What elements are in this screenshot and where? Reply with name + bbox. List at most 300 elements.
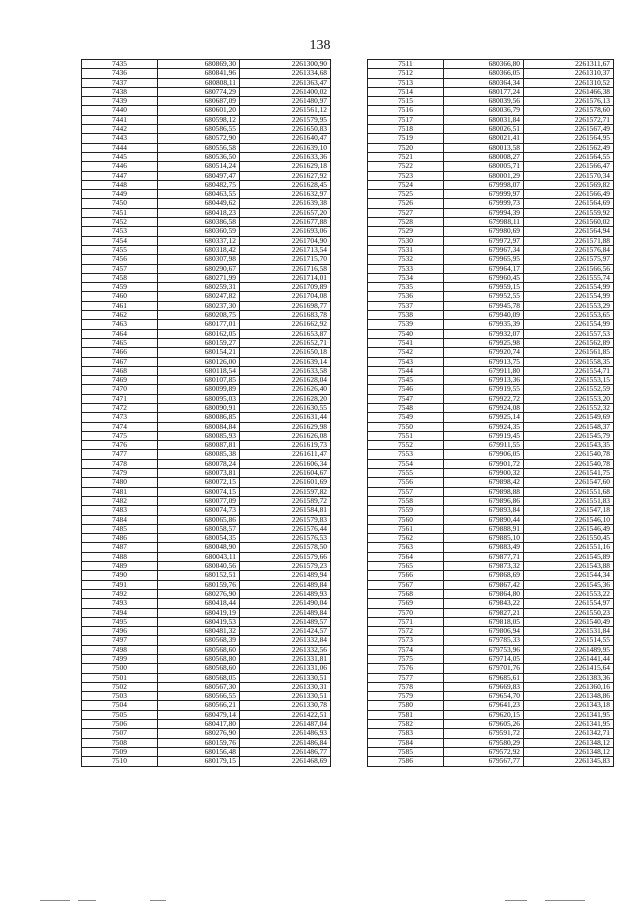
table-row	[368, 218, 614, 227]
y-coordinate-cell: 2261311,67	[524, 60, 614, 69]
table-row	[82, 580, 331, 589]
point-number-cell: 7533	[368, 264, 444, 273]
table-row	[368, 255, 614, 264]
table-row	[82, 162, 331, 171]
table-row	[82, 599, 331, 608]
point-number-cell: 7501	[82, 673, 158, 682]
table-row	[368, 543, 614, 552]
point-number-cell: 7457	[82, 264, 158, 273]
point-number-cell: 7535	[368, 283, 444, 292]
point-number-cell: 7539	[368, 320, 444, 329]
point-number-cell: 7502	[82, 682, 158, 691]
x-coordinate-cell: 679959,15	[444, 283, 524, 292]
x-coordinate-cell: 680337,12	[158, 236, 240, 245]
point-number-cell: 7579	[368, 692, 444, 701]
x-coordinate-cell: 680482,75	[158, 180, 240, 189]
point-number-cell: 7543	[368, 357, 444, 366]
x-coordinate-cell: 680463,55	[158, 190, 240, 199]
point-number-cell: 7507	[82, 729, 158, 738]
table-row	[368, 348, 614, 357]
table-row	[368, 636, 614, 645]
point-number-cell: 7553	[368, 450, 444, 459]
y-coordinate-cell: 2261650,18	[240, 348, 331, 357]
table-row	[368, 664, 614, 673]
x-coordinate-cell: 680077,09	[158, 496, 240, 505]
x-coordinate-cell: 680841,96	[158, 69, 240, 78]
point-number-cell: 7530	[368, 236, 444, 245]
y-coordinate-cell: 2261559,92	[524, 208, 614, 217]
y-coordinate-cell: 2261553,22	[524, 589, 614, 598]
y-coordinate-cell: 2261555,74	[524, 273, 614, 282]
x-coordinate-cell: 679883,49	[444, 543, 524, 552]
y-coordinate-cell: 2261576,13	[524, 97, 614, 106]
table-row	[82, 227, 331, 236]
table-row	[82, 190, 331, 199]
point-number-cell: 7520	[368, 143, 444, 152]
x-coordinate-cell: 680808,11	[158, 78, 240, 87]
x-coordinate-cell: 679888,91	[444, 524, 524, 533]
x-coordinate-cell: 679972,97	[444, 236, 524, 245]
table-row	[82, 255, 331, 264]
point-number-cell: 7489	[82, 562, 158, 571]
table-row	[82, 320, 331, 329]
x-coordinate-cell: 680536,50	[158, 152, 240, 161]
y-coordinate-cell: 2261633,58	[240, 366, 331, 375]
x-coordinate-cell: 679901,72	[444, 459, 524, 468]
point-number-cell: 7505	[82, 710, 158, 719]
x-coordinate-cell: 680364,34	[444, 78, 524, 87]
y-coordinate-cell: 2261677,88	[240, 218, 331, 227]
y-coordinate-cell: 2261628,20	[240, 394, 331, 403]
x-coordinate-cell: 680572,90	[158, 134, 240, 143]
table-row	[82, 469, 331, 478]
table-row	[82, 115, 331, 124]
y-coordinate-cell: 2261531,84	[524, 627, 614, 636]
table-row	[368, 199, 614, 208]
point-number-cell: 7559	[368, 506, 444, 515]
x-coordinate-cell: 680556,58	[158, 143, 240, 152]
table-row	[82, 515, 331, 524]
table-row	[82, 534, 331, 543]
x-coordinate-cell: 680419,19	[158, 608, 240, 617]
x-coordinate-cell: 679945,78	[444, 301, 524, 310]
point-number-cell: 7550	[368, 422, 444, 431]
y-coordinate-cell: 2261300,90	[240, 60, 331, 69]
point-number-cell: 7504	[82, 701, 158, 710]
point-number-cell: 7506	[82, 720, 158, 729]
y-coordinate-cell: 2261704,90	[240, 236, 331, 245]
table-row	[368, 273, 614, 282]
point-number-cell: 7583	[368, 729, 444, 738]
table-row	[82, 301, 331, 310]
y-coordinate-cell: 2261360,16	[524, 682, 614, 691]
y-coordinate-cell: 2261345,83	[524, 757, 614, 766]
y-coordinate-cell: 2261342,71	[524, 729, 614, 738]
x-coordinate-cell: 680687,09	[158, 97, 240, 106]
y-coordinate-cell: 2261553,20	[524, 394, 614, 403]
x-coordinate-cell: 680073,81	[158, 469, 240, 478]
table-row	[368, 534, 614, 543]
y-coordinate-cell: 2261709,89	[240, 283, 331, 292]
table-row	[82, 506, 331, 515]
x-coordinate-cell: 680290,67	[158, 264, 240, 273]
y-coordinate-cell: 2261331,06	[240, 664, 331, 673]
table-row	[82, 450, 331, 459]
y-coordinate-cell: 2261629,18	[240, 162, 331, 171]
x-coordinate-cell: 679919,45	[444, 431, 524, 440]
y-coordinate-cell: 2261540,49	[524, 617, 614, 626]
table-row	[82, 97, 331, 106]
y-coordinate-cell: 2261547,60	[524, 478, 614, 487]
x-coordinate-cell: 680566,55	[158, 692, 240, 701]
coordinates-table-left	[81, 59, 331, 767]
coordinates-table-right	[367, 59, 614, 767]
point-number-cell: 7482	[82, 496, 158, 505]
point-number-cell: 7570	[368, 608, 444, 617]
y-coordinate-cell: 2261545,89	[524, 552, 614, 561]
y-coordinate-cell: 2261330,51	[240, 673, 331, 682]
x-coordinate-cell: 679605,26	[444, 720, 524, 729]
table-row	[82, 413, 331, 422]
table-row	[82, 496, 331, 505]
table-row	[368, 738, 614, 747]
point-number-cell: 7451	[82, 208, 158, 217]
table-row	[82, 180, 331, 189]
x-coordinate-cell: 680568,60	[158, 645, 240, 654]
x-coordinate-cell: 680366,80	[444, 60, 524, 69]
y-coordinate-cell: 2261552,59	[524, 385, 614, 394]
y-coordinate-cell: 2261332,84	[240, 636, 331, 645]
table-row	[82, 682, 331, 691]
x-coordinate-cell: 679967,34	[444, 245, 524, 254]
point-number-cell: 7551	[368, 431, 444, 440]
point-number-cell: 7483	[82, 506, 158, 515]
y-coordinate-cell: 2261653,87	[240, 329, 331, 338]
x-coordinate-cell: 679999,73	[444, 199, 524, 208]
point-number-cell: 7541	[368, 338, 444, 347]
point-number-cell: 7476	[82, 441, 158, 450]
y-coordinate-cell: 2261626,08	[240, 431, 331, 440]
x-coordinate-cell: 680586,55	[158, 125, 240, 134]
table-row	[368, 469, 614, 478]
table-row	[82, 441, 331, 450]
table-row	[82, 152, 331, 161]
point-number-cell: 7526	[368, 199, 444, 208]
y-coordinate-cell: 2261486,93	[240, 729, 331, 738]
x-coordinate-cell: 680568,60	[158, 664, 240, 673]
table-row	[82, 273, 331, 282]
table-row	[82, 738, 331, 747]
y-coordinate-cell: 2261584,81	[240, 506, 331, 515]
x-coordinate-cell: 680568,05	[158, 673, 240, 682]
y-coordinate-cell: 2261331,81	[240, 655, 331, 664]
point-number-cell: 7440	[82, 106, 158, 115]
y-coordinate-cell: 2261341,95	[524, 720, 614, 729]
x-coordinate-cell: 680078,24	[158, 459, 240, 468]
point-number-cell: 7538	[368, 311, 444, 320]
point-number-cell: 7452	[82, 218, 158, 227]
x-coordinate-cell: 680039,56	[444, 97, 524, 106]
x-coordinate-cell: 679714,05	[444, 655, 524, 664]
y-coordinate-cell: 2261310,52	[524, 78, 614, 87]
point-number-cell: 7503	[82, 692, 158, 701]
x-coordinate-cell: 679920,74	[444, 348, 524, 357]
point-number-cell: 7470	[82, 385, 158, 394]
x-coordinate-cell: 679952,55	[444, 292, 524, 301]
y-coordinate-cell: 2261550,45	[524, 534, 614, 543]
point-number-cell: 7466	[82, 348, 158, 357]
point-number-cell: 7468	[82, 366, 158, 375]
table-row	[368, 60, 614, 69]
table-row	[82, 747, 331, 756]
table-row	[82, 422, 331, 431]
y-coordinate-cell: 2261693,06	[240, 227, 331, 236]
y-coordinate-cell: 2261310,37	[524, 69, 614, 78]
x-coordinate-cell: 679924,35	[444, 422, 524, 431]
point-number-cell: 7517	[368, 115, 444, 124]
point-number-cell: 7498	[82, 645, 158, 654]
x-coordinate-cell: 679965,95	[444, 255, 524, 264]
y-coordinate-cell: 2261554,71	[524, 366, 614, 375]
y-coordinate-cell: 2261564,69	[524, 199, 614, 208]
y-coordinate-cell: 2261546,10	[524, 515, 614, 524]
point-number-cell: 7500	[82, 664, 158, 673]
x-coordinate-cell: 680013,58	[444, 143, 524, 152]
x-coordinate-cell: 679641,23	[444, 701, 524, 710]
table-row	[368, 682, 614, 691]
y-coordinate-cell: 2261575,97	[524, 255, 614, 264]
point-number-cell: 7471	[82, 394, 158, 403]
y-coordinate-cell: 2261569,82	[524, 180, 614, 189]
x-coordinate-cell: 680058,57	[158, 524, 240, 533]
y-coordinate-cell: 2261466,38	[524, 87, 614, 96]
x-coordinate-cell: 680360,59	[158, 227, 240, 236]
point-number-cell: 7529	[368, 227, 444, 236]
y-coordinate-cell: 2261547,18	[524, 506, 614, 515]
point-number-cell: 7455	[82, 245, 158, 254]
y-coordinate-cell: 2261486,84	[240, 738, 331, 747]
y-coordinate-cell: 2261564,95	[524, 134, 614, 143]
table-row	[368, 152, 614, 161]
table-row	[368, 729, 614, 738]
table-row	[368, 311, 614, 320]
y-coordinate-cell: 2261561,85	[524, 348, 614, 357]
y-coordinate-cell: 2261424,57	[240, 627, 331, 636]
table-row	[368, 422, 614, 431]
x-coordinate-cell: 680567,30	[158, 682, 240, 691]
y-coordinate-cell: 2261489,84	[240, 580, 331, 589]
point-number-cell: 7521	[368, 152, 444, 161]
y-coordinate-cell: 2261557,53	[524, 329, 614, 338]
point-number-cell: 7523	[368, 171, 444, 180]
point-number-cell: 7532	[368, 255, 444, 264]
y-coordinate-cell: 2261579,95	[240, 115, 331, 124]
point-number-cell: 7554	[368, 459, 444, 468]
x-coordinate-cell: 680001,29	[444, 171, 524, 180]
y-coordinate-cell: 2261490,04	[240, 599, 331, 608]
point-number-cell: 7508	[82, 738, 158, 747]
x-coordinate-cell: 680774,29	[158, 87, 240, 96]
point-number-cell: 7439	[82, 97, 158, 106]
table-row	[368, 478, 614, 487]
table-row	[82, 655, 331, 664]
x-coordinate-cell: 680021,41	[444, 134, 524, 143]
table-row	[82, 264, 331, 273]
y-coordinate-cell: 2261564,94	[524, 227, 614, 236]
x-coordinate-cell: 679935,39	[444, 320, 524, 329]
y-coordinate-cell: 2261400,02	[240, 87, 331, 96]
y-coordinate-cell: 2261540,78	[524, 450, 614, 459]
table-row	[368, 376, 614, 385]
point-number-cell: 7578	[368, 682, 444, 691]
table-row	[368, 589, 614, 598]
x-coordinate-cell: 680008,27	[444, 152, 524, 161]
x-coordinate-cell: 679960,45	[444, 273, 524, 282]
y-coordinate-cell: 2261570,34	[524, 171, 614, 180]
y-coordinate-cell: 2261662,92	[240, 320, 331, 329]
point-number-cell: 7555	[368, 469, 444, 478]
x-coordinate-cell: 680318,42	[158, 245, 240, 254]
point-number-cell: 7574	[368, 645, 444, 654]
point-number-cell: 7512	[368, 69, 444, 78]
point-number-cell: 7522	[368, 162, 444, 171]
point-number-cell: 7572	[368, 627, 444, 636]
x-coordinate-cell: 680085,38	[158, 450, 240, 459]
point-number-cell: 7560	[368, 515, 444, 524]
table-row	[368, 655, 614, 664]
y-coordinate-cell: 2261441,44	[524, 655, 614, 664]
table-row	[368, 431, 614, 440]
point-number-cell: 7540	[368, 329, 444, 338]
table-row	[368, 106, 614, 115]
x-coordinate-cell: 680036,79	[444, 106, 524, 115]
x-coordinate-cell: 679827,21	[444, 608, 524, 617]
table-row	[82, 376, 331, 385]
y-coordinate-cell: 2261541,75	[524, 469, 614, 478]
table-row	[82, 134, 331, 143]
table-row	[368, 692, 614, 701]
point-number-cell: 7548	[368, 403, 444, 412]
y-coordinate-cell: 2261704,08	[240, 292, 331, 301]
point-number-cell: 7444	[82, 143, 158, 152]
y-coordinate-cell: 2261558,35	[524, 357, 614, 366]
point-number-cell: 7442	[82, 125, 158, 134]
table-row	[368, 125, 614, 134]
y-coordinate-cell: 2261540,78	[524, 459, 614, 468]
y-coordinate-cell: 2261560,02	[524, 218, 614, 227]
x-coordinate-cell: 680159,27	[158, 338, 240, 347]
point-number-cell: 7445	[82, 152, 158, 161]
x-coordinate-cell: 680159,76	[158, 738, 240, 747]
x-coordinate-cell: 680259,31	[158, 283, 240, 292]
table-row	[368, 413, 614, 422]
x-coordinate-cell: 679999,97	[444, 190, 524, 199]
x-coordinate-cell: 679911,80	[444, 366, 524, 375]
y-coordinate-cell: 2261514,55	[524, 636, 614, 645]
x-coordinate-cell: 679994,39	[444, 208, 524, 217]
table-row	[82, 729, 331, 738]
y-coordinate-cell: 2261551,16	[524, 543, 614, 552]
y-coordinate-cell: 2261639,14	[240, 357, 331, 366]
x-coordinate-cell: 679896,86	[444, 496, 524, 505]
y-coordinate-cell: 2261630,55	[240, 403, 331, 412]
table-row	[368, 236, 614, 245]
y-coordinate-cell: 2261383,36	[524, 673, 614, 682]
x-coordinate-cell: 680085,93	[158, 431, 240, 440]
x-coordinate-cell: 680162,05	[158, 329, 240, 338]
y-coordinate-cell: 2261562,89	[524, 338, 614, 347]
table-row	[368, 115, 614, 124]
y-coordinate-cell: 2261650,83	[240, 125, 331, 134]
point-number-cell: 7534	[368, 273, 444, 282]
table-row	[82, 394, 331, 403]
x-coordinate-cell: 679591,72	[444, 729, 524, 738]
table-row	[368, 441, 614, 450]
x-coordinate-cell: 679913,36	[444, 376, 524, 385]
table-row	[368, 97, 614, 106]
y-coordinate-cell: 2261579,23	[240, 562, 331, 571]
y-coordinate-cell: 2261468,69	[240, 757, 331, 766]
table-row	[82, 329, 331, 338]
point-number-cell: 7577	[368, 673, 444, 682]
table-row	[82, 78, 331, 87]
point-number-cell: 7441	[82, 115, 158, 124]
table-row	[368, 78, 614, 87]
y-coordinate-cell: 2261422,51	[240, 710, 331, 719]
x-coordinate-cell: 680090,91	[158, 403, 240, 412]
y-coordinate-cell: 2261487,04	[240, 720, 331, 729]
x-coordinate-cell: 679964,17	[444, 264, 524, 273]
x-coordinate-cell: 680156,48	[158, 747, 240, 756]
table-row	[82, 69, 331, 78]
x-coordinate-cell: 679925,98	[444, 338, 524, 347]
footer-rule	[545, 900, 585, 901]
table-row	[368, 180, 614, 189]
x-coordinate-cell: 679980,69	[444, 227, 524, 236]
x-coordinate-cell: 679685,61	[444, 673, 524, 682]
table-row	[368, 338, 614, 347]
x-coordinate-cell: 680601,20	[158, 106, 240, 115]
y-coordinate-cell: 2261551,83	[524, 496, 614, 505]
y-coordinate-cell: 2261715,70	[240, 255, 331, 264]
point-number-cell: 7510	[82, 757, 158, 766]
y-coordinate-cell: 2261334,68	[240, 69, 331, 78]
x-coordinate-cell: 680568,39	[158, 636, 240, 645]
table-row	[82, 292, 331, 301]
point-number-cell: 7465	[82, 338, 158, 347]
y-coordinate-cell: 2261698,77	[240, 301, 331, 310]
table-row	[368, 208, 614, 217]
x-coordinate-cell: 680307,98	[158, 255, 240, 264]
table-row	[82, 403, 331, 412]
y-coordinate-cell: 2261554,99	[524, 292, 614, 301]
table-row	[82, 459, 331, 468]
point-number-cell: 7473	[82, 413, 158, 422]
x-coordinate-cell: 679818,05	[444, 617, 524, 626]
x-coordinate-cell: 679924,08	[444, 403, 524, 412]
y-coordinate-cell: 2261343,18	[524, 701, 614, 710]
x-coordinate-cell: 679906,05	[444, 450, 524, 459]
x-coordinate-cell: 679806,94	[444, 627, 524, 636]
table-row	[82, 87, 331, 96]
point-number-cell: 7497	[82, 636, 158, 645]
table-row	[368, 459, 614, 468]
point-number-cell: 7492	[82, 589, 158, 598]
y-coordinate-cell: 2261554,97	[524, 599, 614, 608]
y-coordinate-cell: 2261629,98	[240, 422, 331, 431]
point-number-cell: 7491	[82, 580, 158, 589]
y-coordinate-cell: 2261341,95	[524, 710, 614, 719]
